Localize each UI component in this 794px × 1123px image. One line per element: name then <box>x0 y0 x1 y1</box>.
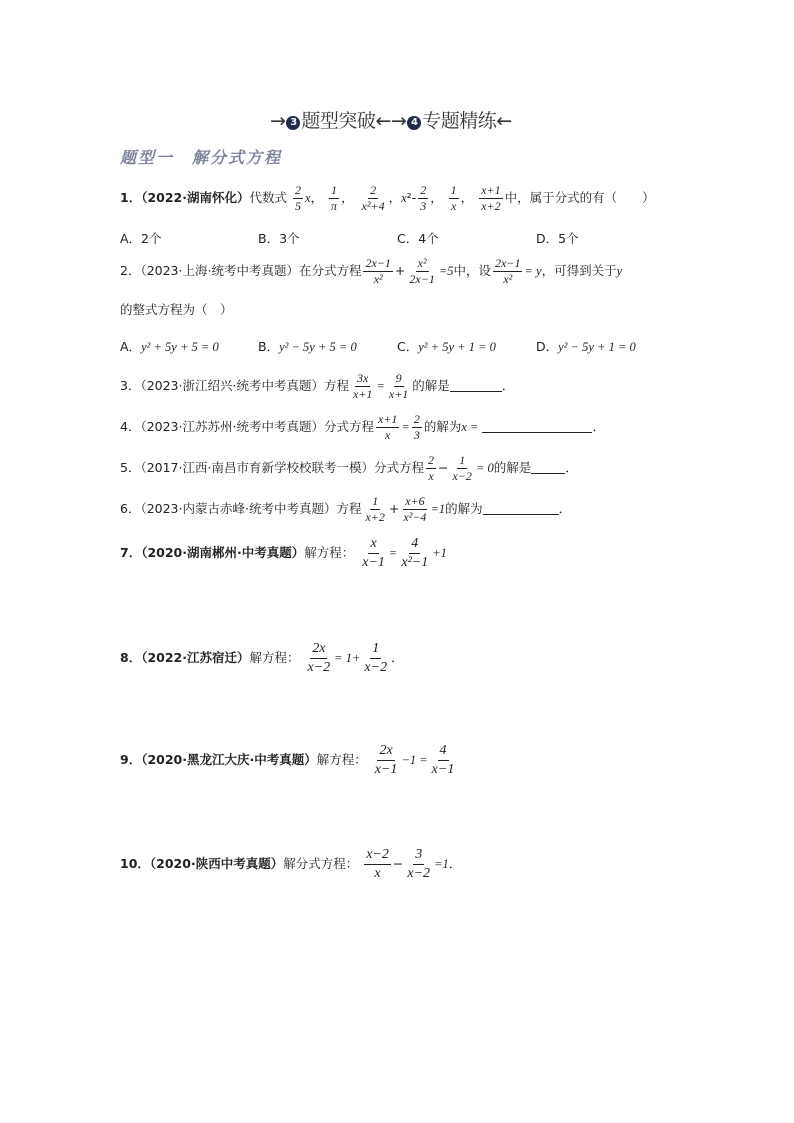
option-d: D．y² − 5y + 1 = 0 <box>536 339 636 354</box>
math-fraction: $\frac{9}{x+1}$ <box>388 371 409 401</box>
question-text: ，可得到关于 <box>541 263 617 278</box>
arrow-left-icon: ← <box>496 110 512 132</box>
question-text: 中，属于分式的有（ ） <box>504 190 655 205</box>
question-text: 代数式 <box>249 190 288 205</box>
question-8: 8．（2022·江苏宿迁）解方程： $\frac{2x}{x-2}$ = 1+ $\frac{1}{x-2}$ ． <box>120 641 404 675</box>
arrow-right-icon: → <box>270 110 286 132</box>
math-fraction: $\frac{x-2}{x}$ <box>366 847 389 881</box>
math-fraction: $\frac{1}{x-2}$ <box>452 453 472 483</box>
question-10: 10．（2020·陕西中考真题）解分式方程： $\frac{x-2}{x}$ − $\frac{3}{x-2}$ =1． <box>120 847 462 881</box>
option-d: D．5个 <box>536 231 579 246</box>
answer-blank <box>482 420 592 433</box>
question-source: （2020·湖南郴州·中考真题） <box>141 545 305 560</box>
math-fraction: $\frac{2}{5}$ <box>295 183 301 213</box>
question-7: 7．（2020·湖南郴州·中考真题）解方程： $\frac{x}{x-1}$ = $\frac{4}{\text{x²−1}}$ +1 <box>120 536 447 570</box>
answer-blank <box>483 502 559 515</box>
header-part2-label: 专题精练 <box>422 110 497 132</box>
question-source: （2020·黑龙江大庆·中考真题） <box>141 752 317 767</box>
arrow-left-icon: ← <box>375 110 391 132</box>
question-source: （2023·江苏苏州·统考中考真题） <box>140 419 324 434</box>
option-a: A．2个 <box>120 231 162 246</box>
question-text: 在分式方程 <box>298 263 362 278</box>
math-fraction: $\frac{2}{3}$ <box>413 412 420 442</box>
question-3: 3．（2023·浙江绍兴·统考中考真题）方程 $\frac{3x}{x+1}$ = $\frac{9}{x+1}$ 的解是 ． <box>120 371 515 401</box>
math-fraction: $\frac{4}{x-1}$ <box>431 743 455 777</box>
math-fraction: $\frac{x}{x-1}$ <box>362 536 385 570</box>
math-fraction: $\frac{3}{x-2}$ <box>407 847 431 881</box>
question-1: 1．（2022·湖南怀化）代数式 $\frac{2}{5}$ x， $\frac{1}{\pi}$ ， $\frac{2}{\text{x²+4}}$ ，x²- $\frac{2}{3}$ ， $\frac{1}{x}$ ， $\frac{x+1}{x+2}$ 中，属于分式的有（ ） <box>120 183 655 213</box>
question-6: 6．（2023·内蒙古赤峰·统考中考真题）方程 $\frac{1}{x+2}$ + $\frac{x+6}{\text{x²−4}}$ =1的解为 ． <box>120 494 572 524</box>
option-c: C．4个 <box>397 231 439 246</box>
math-fraction: $\frac{2}{\text{x²+4}}$ <box>361 183 385 213</box>
question-source: （2022·江苏宿迁） <box>141 650 250 665</box>
math-fraction: $\frac{2x}{x-1}$ <box>374 743 398 777</box>
circled-number-badge: 4 <box>407 116 421 130</box>
question-number: 2． <box>120 263 141 278</box>
math-fraction: $\frac{2x-1}{\text{x²}}$ <box>495 256 521 286</box>
math-fraction: $\frac{x+1}{x}$ <box>377 412 398 442</box>
question-text: 中，设 <box>453 263 492 278</box>
math-fraction: $\frac{3x}{x+1}$ <box>352 371 373 401</box>
math-fraction: $\frac{2}{3}$ <box>420 183 427 213</box>
question-source: （2022·湖南怀化） <box>141 190 250 205</box>
math-fraction: $\frac{x+6}{\text{x²−4}}$ <box>403 494 427 524</box>
math-fraction: $\frac{1}{x+2}$ <box>365 494 385 524</box>
question-source: （2023·内蒙古赤峰·统考中考真题） <box>140 501 337 516</box>
header-part1-label: 题型突破 <box>301 110 376 132</box>
question-9: 9．（2020·黑龙江大庆·中考真题）解方程： $\frac{2x}{x-1}$ −1 = $\frac{4}{x-1}$ <box>120 743 455 777</box>
question-source: （2020·陕西中考真题） <box>149 856 284 871</box>
option-a: A．y² + 5y + 5 = 0 <box>120 339 219 354</box>
math-fraction: $\frac{1}{x-2}$ <box>364 641 388 675</box>
question-2: 2．（2023·上海·统考中考真题）在分式方程 $\frac{2x-1}{\text{x²}}$ + $\frac{\text{x²}}{2x-1}$ =5中，设 $\frac{2x-1}{\text{x²}}$ = y，可得到关于y <box>120 256 623 286</box>
math-fraction: $\frac{1}{x}$ <box>450 183 457 213</box>
question-source: （2017·江西·南昌市育新学校校联考一模） <box>140 460 374 475</box>
math-fraction: $\frac{2}{x}$ <box>427 453 434 483</box>
question-5: 5．（2017·江西·南昌市育新学校校联考一模）分式方程 $\frac{2}{x}$ − $\frac{1}{x-2}$ = 0的解是 ． <box>120 453 578 483</box>
math-fraction: $\frac{2x}{x-2}$ <box>307 641 331 675</box>
math-fraction: $\frac{2x-1}{\text{x²}}$ <box>365 256 391 286</box>
circled-number-badge: 3 <box>286 116 300 130</box>
math-fraction: $\frac{1}{\pi}$ <box>331 183 338 213</box>
section-title: 题型一 解分式方程 <box>120 148 283 167</box>
math-fraction: $\frac{x+1}{x+2}$ <box>481 183 501 213</box>
question-source: （2023·浙江绍兴·统考中考真题） <box>140 378 324 393</box>
answer-blank <box>450 379 502 392</box>
arrow-right-icon: → <box>390 110 407 132</box>
question-number: 1． <box>120 190 142 205</box>
option-b: B．3个 <box>258 231 300 246</box>
option-c: C．y² + 5y + 1 = 0 <box>397 339 496 354</box>
question-source: （2023·上海·统考中考真题） <box>140 263 299 278</box>
option-b: B．y² − 5y + 5 = 0 <box>258 339 357 354</box>
question-4: 4．（2023·江苏苏州·统考中考真题）分式方程 $\frac{x+1}{x}$ = $\frac{2}{3}$ 的解为x = ． <box>120 412 605 442</box>
answer-blank <box>531 461 565 474</box>
page-header <box>270 106 512 133</box>
math-fraction: $\frac{\text{x²}}{2x-1}$ <box>409 256 435 286</box>
question-2-line2: 的整式方程为（ ） <box>120 302 233 317</box>
math-fraction: $\frac{4}{\text{x²−1}}$ <box>401 536 429 570</box>
